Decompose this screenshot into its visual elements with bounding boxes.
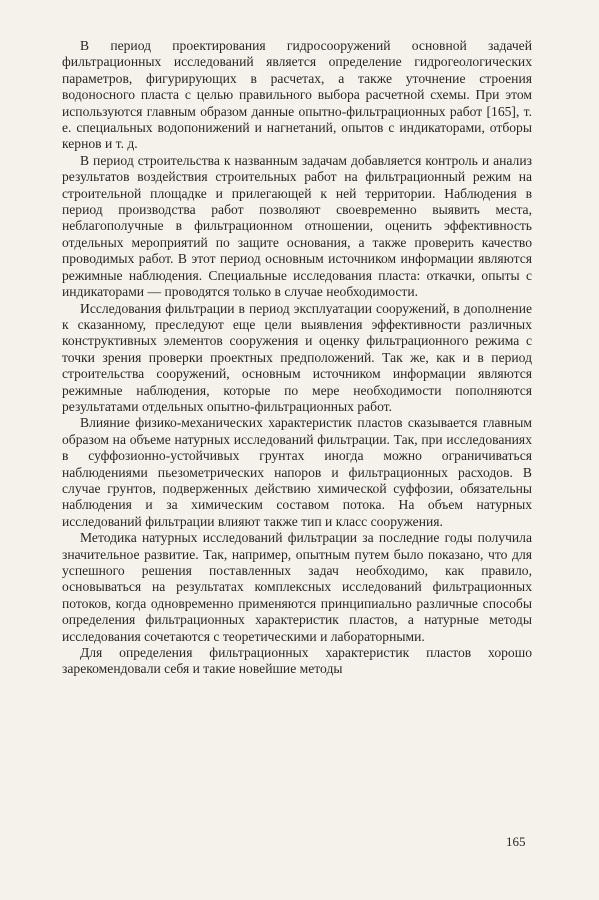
paragraph-design-period: В период проектирования гидросооружений основной задачей фильтрационных исследований является определение гидрогеологических параметров, фигурирующих в расчетах, а также уточнение строения водоносного пласта с целью правильного выбора расчетной схемы. При этом используются главным образом данные опытно-фильтрационных работ [165], т. е. специальных водопонижений и нагнетаний, опытов с индикаторами, отборы кернов и т. д.	[62, 38, 532, 152]
body-text	[62, 38, 532, 678]
paragraph-construction-period: В период строительства к названным задачам добавляется контроль и анализ результатов воздействия строительных работ на фильтрационный режим на строительной площадке и прилегающей к ней территории. Наблюдения в период производства работ позволяют своевременно выявить места, неблагополучные в фильтрационном отношении, оценить эффективность отдельных мероприятий по защите основания, а также проверить качество проводимых работ. В этот период основным источником информации являются режимные наблюдения. Специальные исследования пласта: откачки, опыты с индикаторами — проводятся только в случае необходимости.	[62, 152, 532, 300]
paragraph-operation-period: Исследования фильтрации в период эксплуатации сооружений, в дополнение к сказанному, преследуют еще цели выявления эффективности различных конструктивных элементов сооружения и оценку фильтрационного режима с точки зрения проверки проектных предположений. Так же, как и в период строительства сооружений, основным источником информации являются режимные наблюдения, которые по мере необходимости пополняются результатами отдельных опытно-фильтрационных работ.	[62, 300, 532, 414]
paragraph-determination-methods: Для определения фильтрационных характеристик пластов хорошо зарекомендовали себя и такие новейшие методы	[62, 645, 532, 677]
page-number: 165	[506, 834, 526, 849]
paragraph-physical-properties: Влияние физико-механических характеристик пластов сказывается главным образом на объеме натурных исследований фильтрации. Так, при исследованиях в суффозионно-устойчивых грунтах иногда можно ограничиваться наблюдениями пьезометрических напоров и фильтрационных расходов. В случае грунтов, подверженных действию химической суффозии, обязательны наблюдения и за химическим составом потока. На объем натурных исследований фильтрации влияют также тип и класс сооружения.	[62, 415, 532, 529]
paragraph-methodology: Методика натурных исследований фильтрации за последние годы получила значительное развитие. Так, например, опытным путем было показано, что для успешного решения поставленных задач необходимо, как правило, основываться на результатах комплексных исследований фильтрационных потоков, когда одновременно применяются принципиально различные способы определения фильтрационных характеристик пластов, а натурные методы исследования сочетаются с теоретическими и лабораторными.	[62, 530, 532, 644]
